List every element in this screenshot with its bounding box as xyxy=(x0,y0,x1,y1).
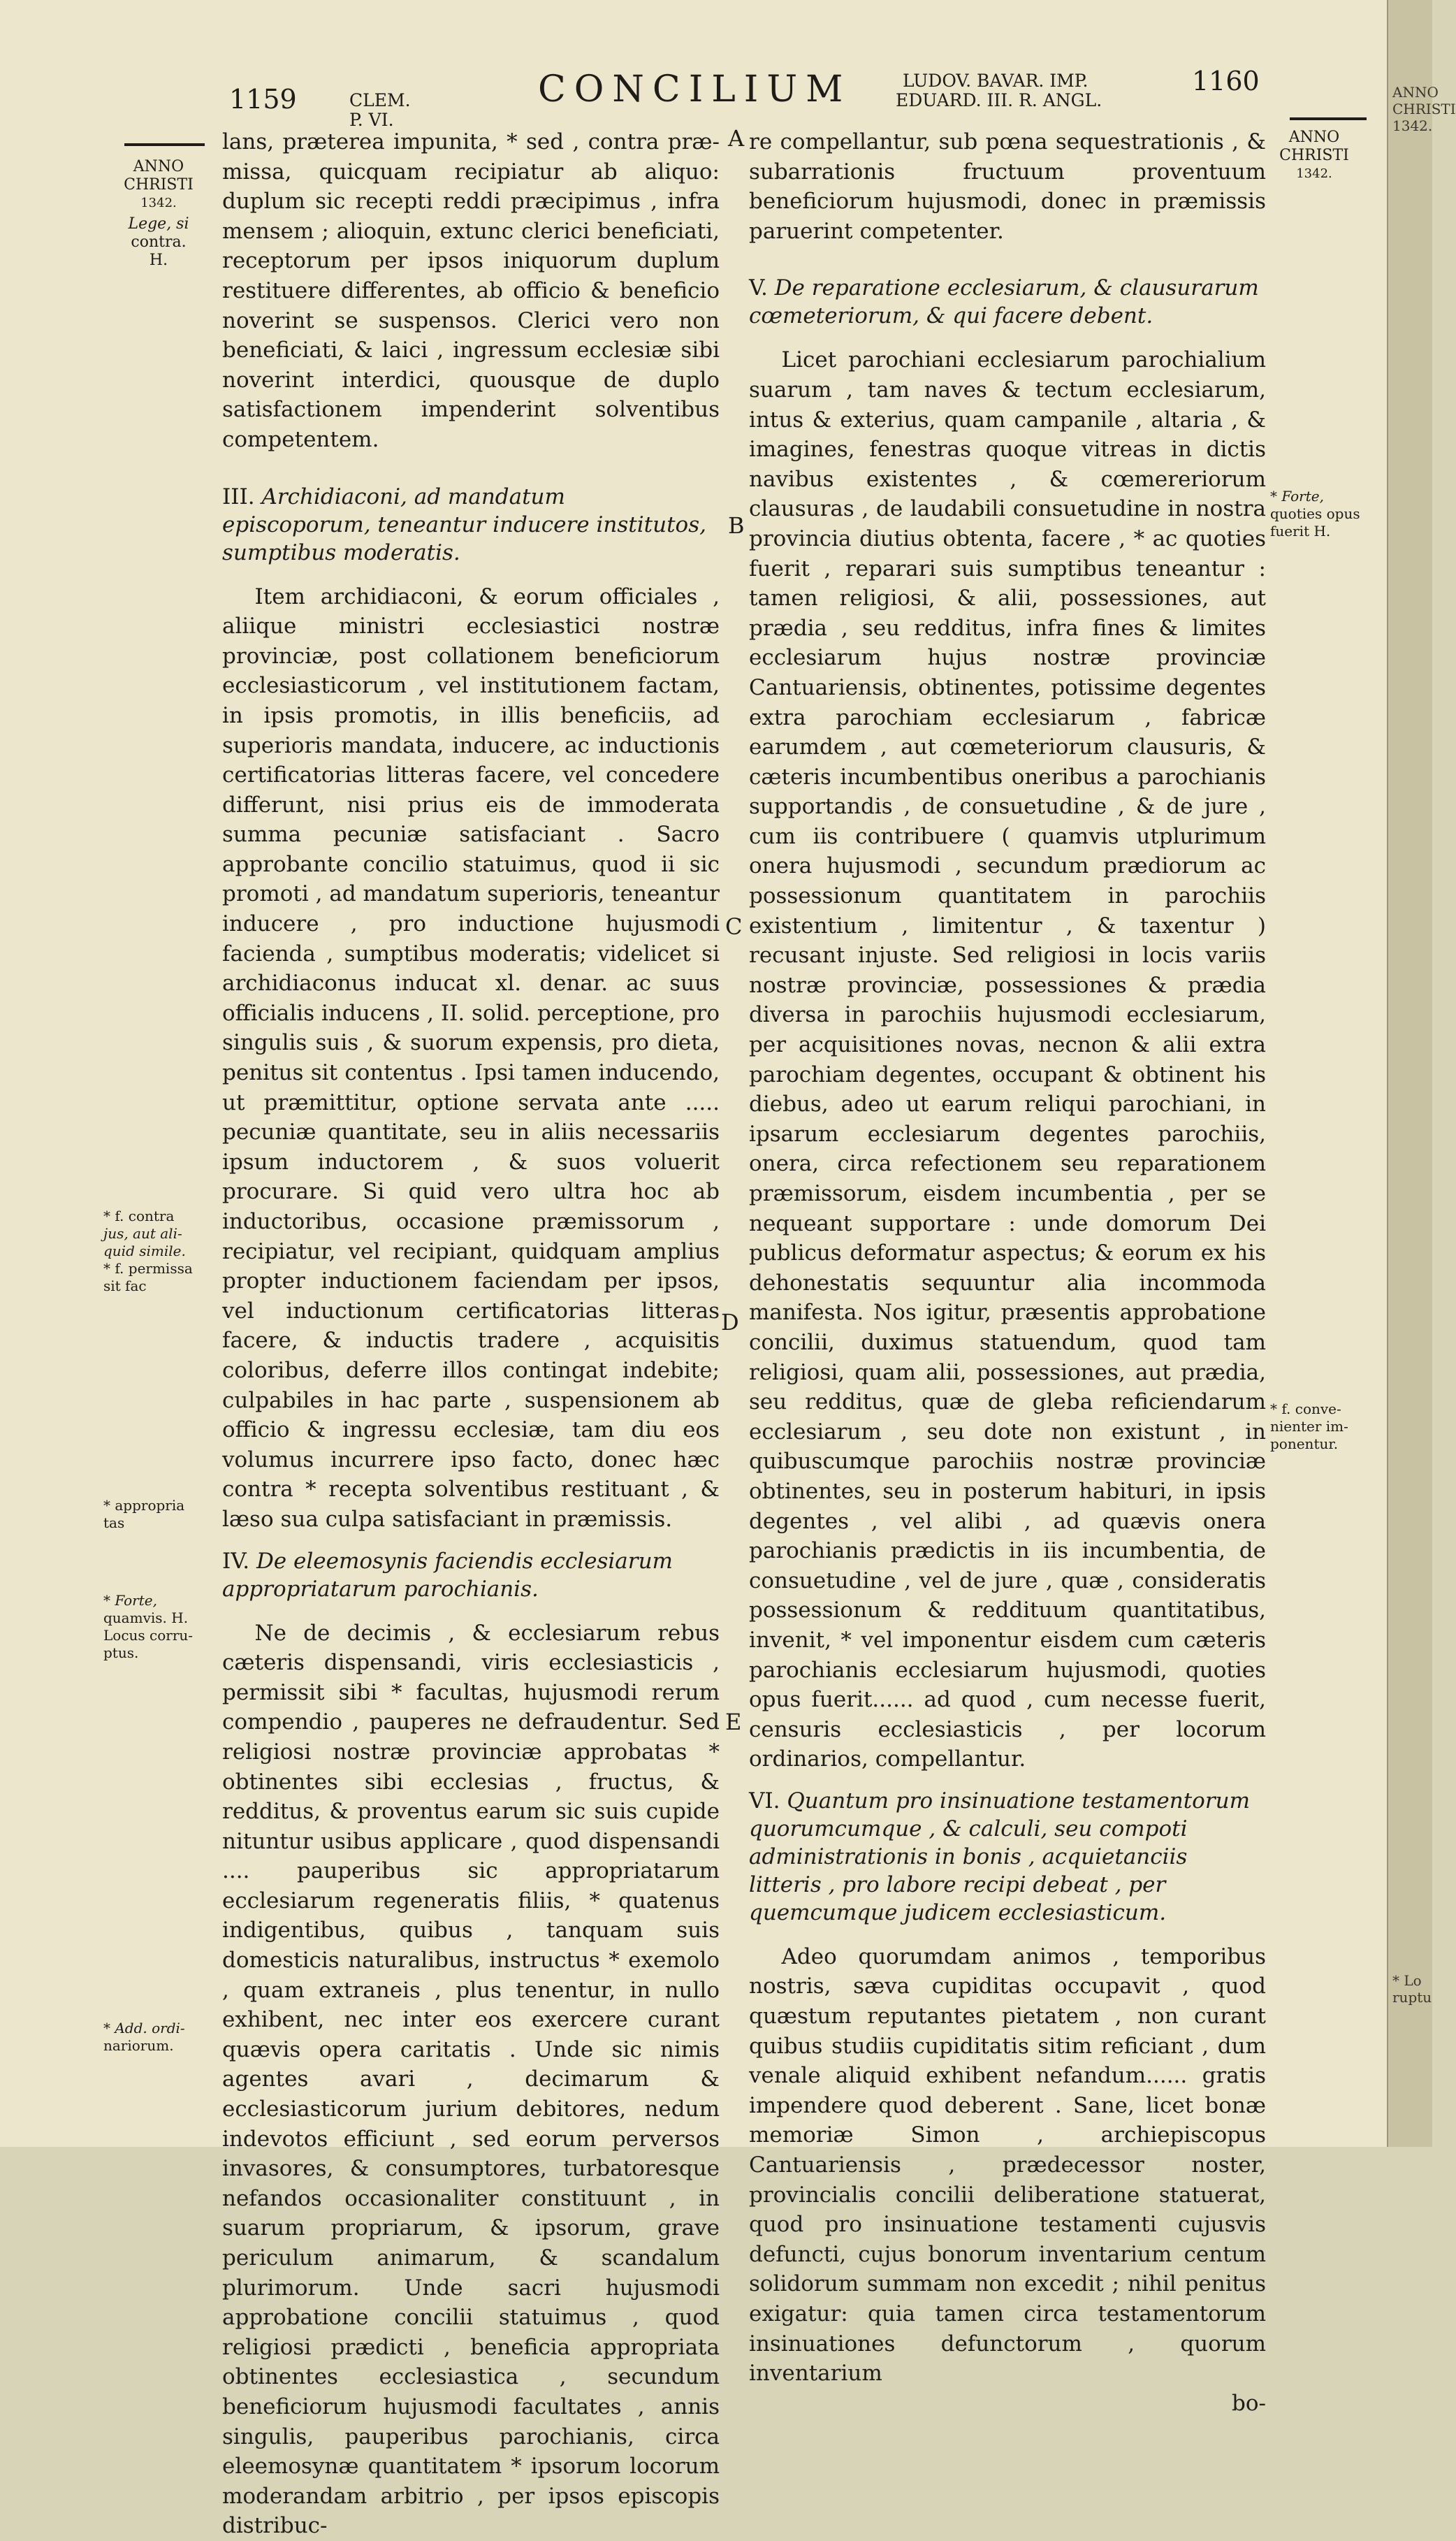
margin-note-contra xyxy=(103,1208,201,1295)
section-title: De eleemosynis faciendis ecclesiarum appropriatarum parochianis. xyxy=(222,1548,673,1602)
edge-line: ANNO xyxy=(1392,84,1439,101)
section-title: Quantum pro insinuatione testamentorum quorumcumque , & calculi, seu compoti administrationis in bonis , acquietanciis litteris , pro labore recipi debeat , per quemcumque judicem ecclesiasticum. xyxy=(749,1788,1251,1925)
header-tag-pope: P. VI. xyxy=(349,110,394,130)
margin-note-lege: Lege, si xyxy=(128,215,189,233)
section-number: V. xyxy=(749,275,768,301)
note-line: * f. contra xyxy=(103,1208,175,1224)
margin-christi: CHRISTI xyxy=(124,176,194,194)
margin-note-add xyxy=(103,2020,201,2055)
edge-line: ruptu xyxy=(1392,1989,1432,2006)
left-column xyxy=(222,127,720,2541)
right-column xyxy=(749,127,1266,2418)
paragraph: Ne de decimis , & ecclesiarum rebus cæteris dispensandi, viris ecclesiasticis , permissit sibi * facultas, hujusmodi rerum compendio , pauperes ne defraudentur. Sed religiosi nostræ provinciæ approbatas * obtinentes sibi ecclesias , fructus, & redditus, & proventus earum sic suis cupide nituntur usibus applicare , quod dispensandi .... pauperibus sic appropriatarum ecclesiarum regeneratis filiis, * quatenus indigentibus, quibus , tanquam suis domesticis naturalibus, instructus * exemolo , quam extraneis , plus tenentur, in nullo exhibent, nec inter eos exercere curant quævis opera caritatis . Unde sic nimis agentes avari , decimarum & ecclesiasticorum jurium debitores, nedum indevotos efficiunt , sed eorum perversos invasores, & consumptores, turbatoresque nefandos occasionaliter constituunt , in suarum propriarum, & ipsorum, grave periculum animarum, & scandalum plurimorum. Unde sacri hujusmodi approbatione concilii statuimus , quod religiosi prædicti , beneficia appropriata obtinentes ecclesiastica , secundum beneficiorum hujusmodi facultates , annis singulis, pauperibus parochianis, circa eleemosynæ quantitatem * ipsorum locorum moderandam arbitrio , per ipsos episcopis distribuc- xyxy=(222,1620,720,2539)
note-line: * Forte, xyxy=(1270,488,1324,505)
paragraph-continuation: re compellantur, sub pœna sequestrationis , & subarrationis fructuum proventuum beneficiorum hujusmodi, donec in præmissis paruerint competenter. xyxy=(749,129,1266,244)
edge-line: CHRISTI xyxy=(1392,101,1456,117)
margin-note-lege-2: contra. H. xyxy=(131,233,187,269)
note-line: quoties opus xyxy=(1270,505,1360,522)
note-line: * f. conve- xyxy=(1270,1400,1341,1417)
margin-rule-right xyxy=(1290,117,1367,120)
section-letter-e: E xyxy=(725,1709,742,1735)
header-tag-clem: CLEM. xyxy=(349,90,411,110)
note-line: * f. permissa xyxy=(103,1260,193,1277)
margin-note-forte xyxy=(103,1592,201,1662)
section-title: De reparatione ecclesiarum, & clausurarum cœmeteriorum, & qui facere debent. xyxy=(749,275,1259,329)
margin-year-right-text: 1342. xyxy=(1296,166,1332,181)
note-line: * appropria xyxy=(103,1497,185,1514)
margin-anno-right: ANNO xyxy=(1288,129,1340,146)
section-heading-5 xyxy=(749,274,1266,330)
paragraph: Item archidiaconi, & eorum officiales , aliique ministri ecclesiastici nostræ provinciæ, post collationem beneficiorum ecclesiasticorum , vel institutionem factam, in ipsis promotis, in illis beneficiis, ad superioris mandata, inducere, ac inductionis certificatorias litteras facere, vel concedere differunt, nisi prius eis de immoderata summa pecuniæ satisfaciant . Sacro approbante concilio statuimus, quod ii sic promoti , ad mandatum superioris, teneantur inducere , pro inductione hujusmodi facienda , sumptibus moderatis; videlicet si archidiaconus inducat xl. denar. ac suus officialis inducens , II. solid. perceptione, pro singulis suis , & suorum expensis, pro dieta, penitus sit contentus . Ipsi tamen inducendo, ut præmittitur, optione servata ante ..... pecuniæ quantitate, seu in aliis necessariis ipsum inductorem , & suos voluerit procurare. Si quid vero ultra hoc ab inductoribus, occasione præmissorum , recipiatur, vel recipiant, quidquam amplius propter inductionem faciendam per ipsos, vel inductionum certificatorias litteras facere, & inductis tradere , acquisitis coloribus, deferre illos contingat indebite; culpabiles in hac parte , suspensionem ab officio & ingressu ecclesiæ, tam diu eos volumus incurrere ipso facto, donec hæc contra * recepta solventibus restituant , & læso sua culpa satisfaciant in præmissis. xyxy=(222,584,720,1532)
margin-note-appropria xyxy=(103,1497,201,1532)
catchword: bo- xyxy=(1232,2390,1266,2416)
note-line: quid simile. xyxy=(103,1243,186,1259)
section-heading-6 xyxy=(749,1787,1266,1927)
margin-year-right xyxy=(1276,129,1353,183)
margin-year-left xyxy=(120,158,197,270)
note-line: nariorum. xyxy=(103,2037,174,2054)
margin-rule-left xyxy=(124,143,205,146)
section-number: VI. xyxy=(749,1788,780,1814)
paragraph: Adeo quorumdam animos , temporibus nostris, sæva cupiditas occupavit , quod quæstum reputantes pietatem , non curant quibus studiis cupiditatis sitim reficiant , dum venale aliquid exhibent nefandum...... gratis impendere quod deberent . Sane, licet bonæ memoriæ Simon , archiepiscopus Cantuariensis , prædecessor noster, provincialis concilii deliberatione statuerat, quod pro insinuatione testamenti cujusvis defuncti, cujus bonorum inventarium centum solidorum summam non excedit ; nihil penitus exigatur: quia tamen circa testamentorum insinuationes defunctorum , quorum inventarium xyxy=(749,1943,1266,2387)
margin-christi-right: CHRISTI xyxy=(1279,147,1349,164)
section-number: III. xyxy=(222,484,255,509)
section-heading-4 xyxy=(222,1547,720,1603)
paragraph-continuation: lans, præterea impunita, * sed , contra præ- missa, quicquam recipiatur ab aliquo: duplum sic recepti reddi præcipimus , infra mensem ; alioquin, extunc clerici beneficiati, receptorum per ipsos iniquorum duplum restituere differentes, ab officio & beneficio noverint se suspensos. Clerici vero non beneficiati, & laici , ingressum ecclesiæ sibi noverint interdici, quousque de duplo satisfactionem impenderint solventibus competentem. xyxy=(222,129,720,452)
page-number-right: 1160 xyxy=(1192,66,1260,96)
margin-note-quoties xyxy=(1270,488,1375,540)
note-line: jus, aut ali- xyxy=(103,1225,182,1242)
header-tag-ludov: LUDOV. BAVAR. IMP. xyxy=(903,71,1089,91)
margin-year: 1342. xyxy=(140,196,177,210)
note-line: * Add. ordi- xyxy=(103,2020,185,2036)
note-line: ponentur. xyxy=(1270,1435,1339,1452)
section-title: Archidiaconi, ad mandatum episcoporum, teneantur inducere institutos, sumptibus moderatis. xyxy=(222,484,706,565)
edge-line: * Lo xyxy=(1392,1972,1422,1989)
page-number-left: 1159 xyxy=(229,84,297,115)
header-tag-eduard: EDUARD. III. R. ANGL. xyxy=(896,90,1102,110)
section-letter-a: A xyxy=(728,125,745,152)
note-line: tas xyxy=(103,1514,125,1531)
section-number: IV. xyxy=(222,1548,250,1574)
note-line: quamvis. H. xyxy=(103,1609,189,1626)
edge-line: 1342. xyxy=(1392,117,1433,134)
note-line: Locus corru- xyxy=(103,1627,194,1644)
facing-page-edge xyxy=(1387,0,1456,2147)
note-line: * Forte, xyxy=(103,1592,157,1609)
paragraph: Licet parochiani ecclesiarum parochialium suarum , tam naves & tectum ecclesiarum, intus & exterius, quam campanile , altaria , & imagines, fenestras quoque vitreas in dictis navibus existentes , & cœmereriorum clausuras , de laudabili consuetudine in nostra provincia diutius obtenta, facere , * ac quoties fuerit , reparari suis sumptibus teneantur : tamen religiosi, & alii, possessiones, aut prædia , seu redditus, infra fines & limites ecclesiarum hujus nostræ provinciæ Cantuariensis, obtinentes, potissime degentes extra parochiam ecclesiarum , fabricæ earumdem , aut cœmeteriorum clausuris, & cæteris incumbentibus oneribus a parochianis supportandis , de consuetudine , & de jure , cum iis contribuere ( quamvis utplurimum onera hujusmodi , secundum prædiorum ac possessionum quantitatem in parochiis existentium , limitentur , & taxentur ) recusant injuste. Sed religiosi in locis variis nostræ provinciæ, possessiones & prædia diversa in parochiis hujusmodi ecclesiarum, per acquisitiones novas, necnon & alii extra parochiam degentes, occupant & obtinent his diebus, adeo ut earum reliqui parochiani, in ipsarum ecclesiarum degentes parochiis, onera, circa refectionem seu reparationem præmissorum, eisdem incumbentia , per se nequeant supportare : unde domorum Dei publicus deformatur aspectus; & eorum ex his dehonestatis sequuntur alia incommoda manifesta. Nos igitur, præsentis approbatione concilii, duximus statuendum, quod tam religiosi, quam alii, possessiones, aut prædia, seu redditus, quæ de gleba reficiendarum ecclesiarum , seu dote non existunt , in quibuscumque parochiis nostræ provinciæ obtinentes, seu in posterum habituri, in ipsis degentes , vel alibi , ad quævis onera parochianis prædictis in iis incumbentia, de consuetudine , vel de jure , quæ , consideratis possessionum & reddituum quantitatibus, invenit, * vel imponentur eisdem cum cæteris parochianis ecclesiarum hujusmodi, quoties opus fuerit...... ad quod , cum necesse fuerit, censuris ecclesiasticis , per locorum ordinarios, compellantur. xyxy=(749,347,1266,1772)
section-letter-c: C xyxy=(725,913,743,940)
note-line: ptus. xyxy=(103,1644,139,1661)
note-line: nienter im- xyxy=(1270,1418,1348,1435)
running-title: CONCILIUM xyxy=(538,68,852,110)
note-line: fuerit H. xyxy=(1270,523,1331,540)
section-heading-3 xyxy=(222,483,720,567)
section-letter-d: D xyxy=(721,1309,739,1335)
note-line: sit fac xyxy=(103,1277,147,1294)
margin-note-convenienter xyxy=(1270,1400,1375,1453)
margin-anno: ANNO xyxy=(133,158,184,175)
section-letter-b: B xyxy=(728,512,745,539)
